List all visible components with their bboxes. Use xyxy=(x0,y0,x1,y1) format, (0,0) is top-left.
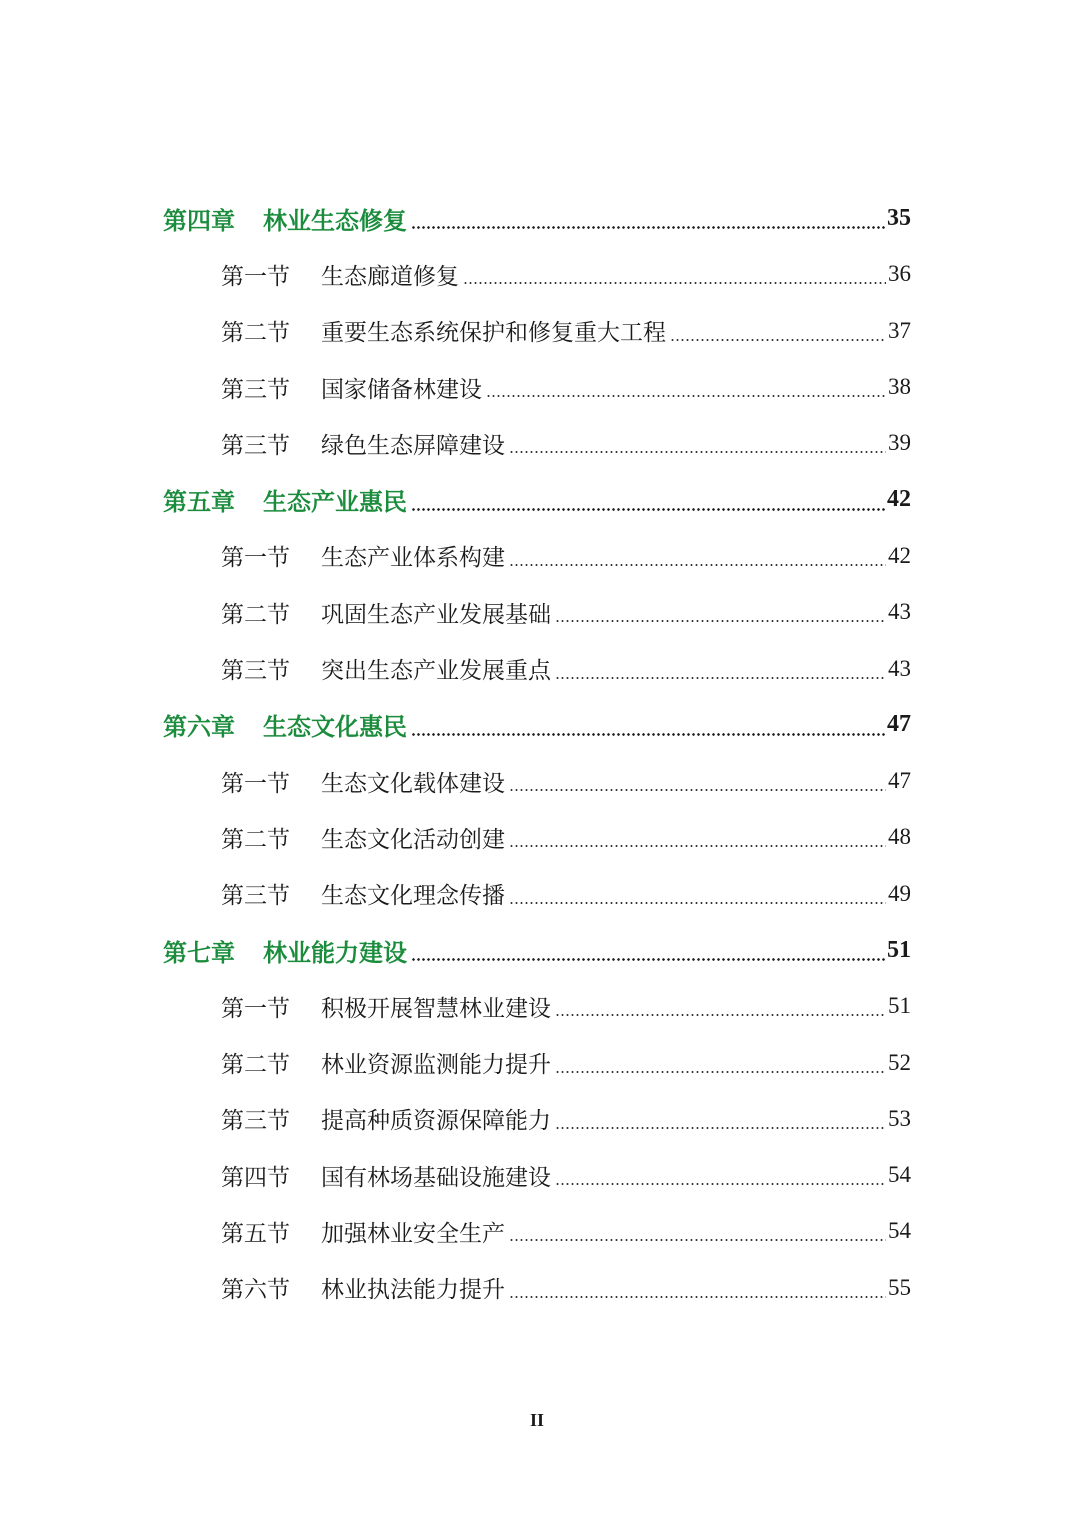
toc-entry-page: 54 xyxy=(888,1162,911,1188)
table-of-contents xyxy=(0,190,1074,1316)
dot-leader xyxy=(555,620,886,622)
toc-entry-number: 第一节 xyxy=(221,770,290,797)
toc-entry-title: 林业资源监测能力提升 xyxy=(321,1052,551,1079)
toc-entry-number: 第三节 xyxy=(221,883,290,910)
toc-entry-number: 第五节 xyxy=(221,1220,290,1247)
dot-leader xyxy=(411,226,885,229)
dot-leader xyxy=(411,508,885,511)
toc-entry-page: 53 xyxy=(888,1105,911,1131)
toc-entry-number: 第二节 xyxy=(221,601,290,628)
toc-entry-number: 第六节 xyxy=(221,1277,290,1304)
toc-entry-number: 第四章 xyxy=(163,206,235,235)
toc-entry-page: 39 xyxy=(888,430,911,456)
toc-section-entry[interactable] xyxy=(0,640,1074,696)
toc-entry-label xyxy=(221,1215,505,1248)
toc-entry-title: 生态文化活动创建 xyxy=(321,826,505,853)
toc-section-entry[interactable] xyxy=(0,978,1074,1034)
toc-entry-label xyxy=(221,314,666,347)
toc-chapter-entry[interactable] xyxy=(0,190,1074,246)
toc-entry-title: 积极开展智慧林业建设 xyxy=(321,995,551,1022)
toc-entry-label xyxy=(163,482,407,517)
toc-entry-page: 43 xyxy=(888,655,911,681)
toc-entry-title: 提高种质资源保障能力 xyxy=(321,1108,551,1135)
toc-entry-title: 国家储备林建设 xyxy=(321,376,482,403)
toc-entry-label xyxy=(221,371,482,404)
toc-entry-number: 第四节 xyxy=(221,1164,290,1191)
toc-section-entry[interactable] xyxy=(0,809,1074,865)
toc-entry-number: 第六章 xyxy=(163,713,235,742)
toc-entry-title: 生态产业体系构建 xyxy=(321,545,505,572)
toc-section-entry[interactable] xyxy=(0,584,1074,640)
toc-entry-title: 国有林场基础设施建设 xyxy=(321,1164,551,1191)
toc-entry-page: 47 xyxy=(887,711,911,738)
toc-entry-number: 第三节 xyxy=(221,658,290,685)
toc-chapter-entry[interactable] xyxy=(0,697,1074,753)
toc-entry-label xyxy=(221,652,551,685)
toc-entry-label xyxy=(221,765,505,798)
toc-entry-label xyxy=(221,427,505,460)
toc-entry-label xyxy=(221,1159,551,1192)
toc-section-entry[interactable] xyxy=(0,1091,1074,1147)
toc-entry-label xyxy=(163,933,407,968)
dot-leader xyxy=(555,1183,886,1185)
toc-entry-label xyxy=(221,1271,505,1304)
toc-entry-title: 生态产业惠民 xyxy=(263,488,407,517)
toc-entry-page: 48 xyxy=(888,824,911,850)
toc-entry-number: 第二节 xyxy=(221,1052,290,1079)
toc-entry-number: 第一节 xyxy=(221,545,290,572)
toc-entry-number: 第七章 xyxy=(163,938,235,967)
toc-entry-number: 第一节 xyxy=(221,995,290,1022)
dot-leader xyxy=(411,733,885,736)
toc-entry-number: 第三节 xyxy=(221,432,290,459)
dot-leader xyxy=(555,1014,886,1016)
toc-entry-page: 52 xyxy=(888,1049,911,1075)
dot-leader xyxy=(509,564,886,566)
toc-entry-page: 42 xyxy=(887,486,911,513)
toc-entry-title: 林业能力建设 xyxy=(263,938,407,967)
dot-leader xyxy=(509,1296,886,1298)
toc-entry-number: 第二节 xyxy=(221,320,290,347)
toc-entry-title: 突出生态产业发展重点 xyxy=(321,658,551,685)
toc-section-entry[interactable] xyxy=(0,359,1074,415)
toc-entry-label xyxy=(163,201,407,236)
toc-entry-label xyxy=(221,877,505,910)
toc-entry-number: 第三节 xyxy=(221,1108,290,1135)
dot-leader xyxy=(555,1071,886,1073)
toc-section-entry[interactable] xyxy=(0,753,1074,809)
toc-entry-number: 第一节 xyxy=(221,263,290,290)
toc-entry-title: 加强林业安全生产 xyxy=(321,1220,505,1247)
toc-section-entry[interactable] xyxy=(0,1147,1074,1203)
toc-entry-title: 生态文化惠民 xyxy=(263,713,407,742)
toc-section-entry[interactable] xyxy=(0,246,1074,302)
dot-leader xyxy=(555,677,886,679)
toc-section-entry[interactable] xyxy=(0,866,1074,922)
toc-entry-label xyxy=(221,596,551,629)
toc-entry-page: 54 xyxy=(888,1218,911,1244)
toc-entry-page: 42 xyxy=(888,542,911,568)
toc-entry-number: 第五章 xyxy=(163,488,235,517)
toc-entry-number: 第二节 xyxy=(221,826,290,853)
toc-entry-label xyxy=(221,821,505,854)
toc-entry-title: 林业生态修复 xyxy=(263,206,407,235)
dot-leader xyxy=(670,339,886,341)
dot-leader xyxy=(463,282,886,284)
toc-section-entry[interactable] xyxy=(0,528,1074,584)
toc-chapter-entry[interactable] xyxy=(0,471,1074,527)
toc-entry-page: 47 xyxy=(888,768,911,794)
toc-entry-number: 第三节 xyxy=(221,376,290,403)
toc-section-entry[interactable] xyxy=(0,415,1074,471)
dot-leader xyxy=(486,395,886,397)
toc-entry-page: 35 xyxy=(887,204,911,231)
toc-entry-title: 生态廊道修复 xyxy=(321,263,459,290)
toc-entry-page: 38 xyxy=(888,374,911,400)
toc-entry-page: 43 xyxy=(888,599,911,625)
toc-entry-title: 生态文化理念传播 xyxy=(321,883,505,910)
dot-leader xyxy=(411,958,885,961)
toc-entry-page: 55 xyxy=(888,1274,911,1300)
toc-section-entry[interactable] xyxy=(0,1260,1074,1316)
dot-leader xyxy=(509,451,886,453)
toc-entry-title: 巩固生态产业发展基础 xyxy=(321,601,551,628)
toc-entry-label xyxy=(221,258,459,291)
dot-leader xyxy=(509,1239,886,1241)
toc-section-entry[interactable] xyxy=(0,1203,1074,1259)
toc-entry-label xyxy=(163,707,407,742)
toc-entry-page: 51 xyxy=(887,936,911,963)
toc-entry-page: 36 xyxy=(888,261,911,287)
toc-entry-label xyxy=(221,1046,551,1079)
toc-entry-label xyxy=(221,539,505,572)
toc-entry-label xyxy=(221,1102,551,1135)
dot-leader xyxy=(509,902,886,904)
toc-entry-title: 绿色生态屏障建设 xyxy=(321,432,505,459)
dot-leader xyxy=(555,1127,886,1129)
toc-entry-title: 生态文化载体建设 xyxy=(321,770,505,797)
dot-leader xyxy=(509,845,886,847)
page-number: II xyxy=(529,1410,544,1430)
toc-chapter-entry[interactable] xyxy=(0,922,1074,978)
toc-entry-page: 37 xyxy=(888,317,911,343)
toc-entry-page: 49 xyxy=(888,880,911,906)
toc-section-entry[interactable] xyxy=(0,1034,1074,1090)
toc-entry-page: 51 xyxy=(888,993,911,1019)
dot-leader xyxy=(509,789,886,791)
toc-entry-label xyxy=(221,990,551,1023)
toc-entry-title: 林业执法能力提升 xyxy=(321,1277,505,1304)
toc-entry-title: 重要生态系统保护和修复重大工程 xyxy=(321,320,666,347)
toc-section-entry[interactable] xyxy=(0,303,1074,359)
